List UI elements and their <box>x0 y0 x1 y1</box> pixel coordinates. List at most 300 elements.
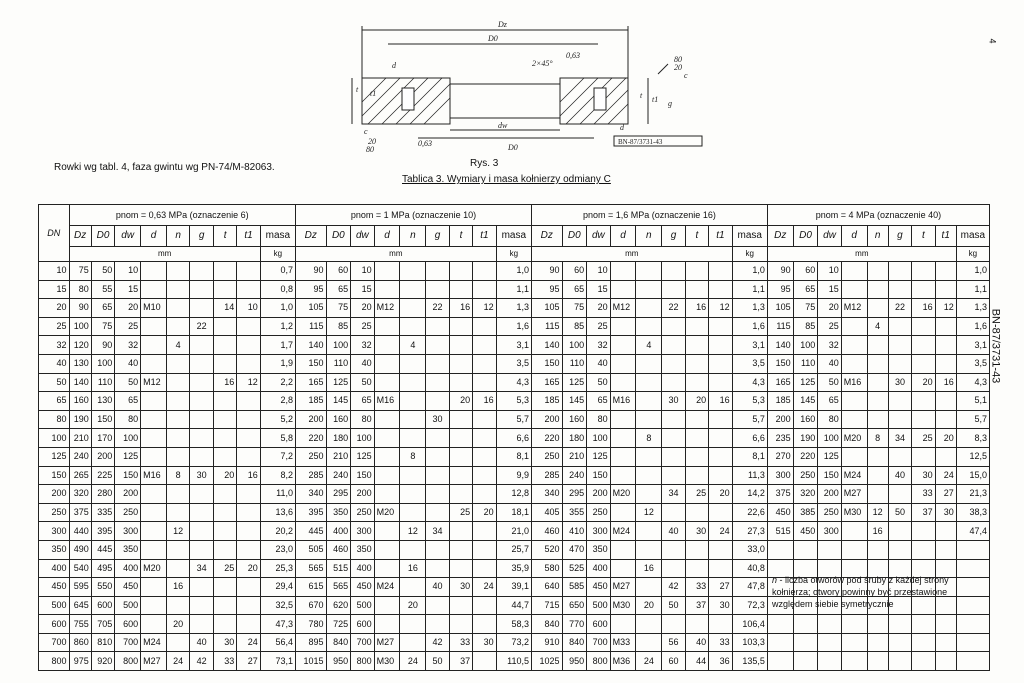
table-cell: 90 <box>91 336 114 355</box>
table-cell <box>867 336 888 355</box>
table-cell <box>709 466 732 485</box>
table-cell <box>400 373 426 392</box>
column-header: t <box>449 226 472 247</box>
dn-cell: 350 <box>39 540 70 559</box>
unit-mm: mm <box>69 247 260 262</box>
table-cell <box>636 280 662 299</box>
roughness-c: c <box>364 127 368 136</box>
table-cell: 95 <box>296 280 327 299</box>
table-cell: 36 <box>709 652 732 671</box>
table-cell <box>841 522 867 541</box>
table-cell: 20 <box>449 392 472 411</box>
table-cell <box>141 317 167 336</box>
table-cell <box>400 578 426 597</box>
table-cell: 185 <box>296 392 327 411</box>
table-cell: 9,9 <box>496 466 531 485</box>
table-cell <box>610 429 636 448</box>
table-cell <box>935 615 956 634</box>
table-cell <box>449 615 472 634</box>
table-cell: 270 <box>767 447 793 466</box>
table-cell <box>426 615 449 634</box>
table-cell: 1025 <box>531 652 562 671</box>
table-cell: 75 <box>69 262 91 281</box>
pressure-group-header: pnom = 4 MPa (oznaczenie 40) <box>767 205 989 226</box>
table-cell <box>141 410 167 429</box>
table-cell: 450 <box>767 503 793 522</box>
table-cell: 585 <box>562 578 587 597</box>
table-cell <box>141 354 167 373</box>
table-cell: 22 <box>888 299 911 318</box>
table-cell: 16 <box>709 392 732 411</box>
table-cell: 3,1 <box>496 336 531 355</box>
table-cell <box>374 280 400 299</box>
table-cell: 140 <box>69 373 91 392</box>
table-cell <box>426 392 449 411</box>
table-cell: 5,8 <box>260 429 295 448</box>
table-cell <box>685 615 708 634</box>
table-cell <box>610 615 636 634</box>
table-cell: 85 <box>793 317 818 336</box>
footnote <box>772 574 982 610</box>
table-cell: 145 <box>562 392 587 411</box>
table-cell <box>912 652 935 671</box>
table-cell <box>709 503 732 522</box>
table-cell: M33 <box>610 633 636 652</box>
table-cell: 3,5 <box>496 354 531 373</box>
table-row <box>39 354 990 373</box>
table-cell <box>190 280 213 299</box>
table-cell <box>610 410 636 429</box>
table-cell <box>685 503 708 522</box>
table-cell: 34 <box>426 522 449 541</box>
column-header: dw <box>818 226 841 247</box>
table-cell: 30 <box>449 578 472 597</box>
table-cell: 4 <box>166 336 189 355</box>
dim-t-right: t <box>640 91 643 100</box>
table-cell: 1,6 <box>496 317 531 336</box>
table-cell: 21,0 <box>496 522 531 541</box>
table-cell: 145 <box>793 392 818 411</box>
dim-chamfer: 2×45° <box>532 59 553 68</box>
table-cell: 12,5 <box>956 447 989 466</box>
table-cell: 40 <box>888 466 911 485</box>
table-cell: 225 <box>91 466 114 485</box>
table-cell <box>709 280 732 299</box>
table-cell <box>449 280 472 299</box>
table-cell <box>449 336 472 355</box>
table-cell <box>709 540 732 559</box>
table-cell: 80 <box>587 410 610 429</box>
table-cell: 400 <box>115 559 141 578</box>
table-cell <box>841 410 867 429</box>
column-header: D0 <box>793 226 818 247</box>
table-cell <box>662 317 685 336</box>
table-cell: 12 <box>636 503 662 522</box>
table-cell: 5,7 <box>732 410 767 429</box>
table-cell: 515 <box>326 559 351 578</box>
table-cell <box>935 410 956 429</box>
column-header: masa <box>732 226 767 247</box>
table-cell: 60 <box>562 262 587 281</box>
dim-dw: dw <box>498 121 508 130</box>
table-cell <box>426 596 449 615</box>
table-cell: 33 <box>912 485 935 504</box>
table-row <box>39 485 990 504</box>
column-header: t1 <box>709 226 732 247</box>
table-cell <box>662 354 685 373</box>
table-cell: 6,6 <box>496 429 531 448</box>
table-cell: 5,2 <box>260 410 295 429</box>
table-cell: 25 <box>912 429 935 448</box>
table-cell <box>374 373 400 392</box>
table-cell <box>610 540 636 559</box>
table-cell <box>793 652 818 671</box>
column-header: Dz <box>296 226 327 247</box>
table-cell: 37 <box>912 503 935 522</box>
table-cell <box>374 447 400 466</box>
table-cell <box>426 429 449 448</box>
table-cell <box>610 466 636 485</box>
table-cell <box>449 466 472 485</box>
table-cell: 47,3 <box>260 615 295 634</box>
table-cell: 4,3 <box>956 373 989 392</box>
table-cell <box>237 336 260 355</box>
table-cell: 50 <box>351 373 374 392</box>
table-cell: 180 <box>562 429 587 448</box>
note-symbol: n <box>772 575 778 585</box>
table-cell <box>956 615 989 634</box>
table-cell: 40 <box>685 633 708 652</box>
table-cell <box>888 522 911 541</box>
table-cell: 16 <box>166 578 189 597</box>
table-row <box>39 652 990 671</box>
table-row <box>39 466 990 485</box>
table-cell: 100 <box>91 354 114 373</box>
table-cell <box>141 578 167 597</box>
table-cell <box>709 262 732 281</box>
table-cell: 73,1 <box>260 652 295 671</box>
table-cell <box>426 317 449 336</box>
table-cell: 320 <box>69 485 91 504</box>
table-cell <box>888 317 911 336</box>
table-row <box>39 540 990 559</box>
table-cell: 12 <box>709 299 732 318</box>
table-cell <box>912 262 935 281</box>
table-cell: 8,2 <box>260 466 295 485</box>
table-cell <box>449 447 472 466</box>
table-cell: 33 <box>213 652 236 671</box>
table-cell <box>867 447 888 466</box>
dn-cell: 500 <box>39 596 70 615</box>
table-cell: 20 <box>709 485 732 504</box>
column-header: t1 <box>237 226 260 247</box>
table-cell <box>662 466 685 485</box>
table-cell: 405 <box>531 503 562 522</box>
table-cell <box>636 615 662 634</box>
table-cell <box>662 540 685 559</box>
table-cell: 525 <box>562 559 587 578</box>
table-cell: 42 <box>662 578 685 597</box>
table-cell: 10 <box>237 299 260 318</box>
table-cell: 295 <box>326 485 351 504</box>
table-cell: 39,1 <box>496 578 531 597</box>
table-cell: 40 <box>426 578 449 597</box>
table-cell: 150 <box>115 466 141 485</box>
table-cell: 285 <box>296 466 327 485</box>
table-cell: 800 <box>351 652 374 671</box>
table-cell <box>956 652 989 671</box>
table-cell <box>190 410 213 429</box>
table-cell: 55 <box>91 280 114 299</box>
table-cell: 470 <box>562 540 587 559</box>
table-cell <box>400 262 426 281</box>
table-cell: 21,3 <box>956 485 989 504</box>
dn-cell: 125 <box>39 447 70 466</box>
table-cell: 220 <box>793 447 818 466</box>
table-cell: 265 <box>69 466 91 485</box>
table-cell: 25 <box>587 317 610 336</box>
table-cell: 200 <box>767 410 793 429</box>
table-cell: 95 <box>767 280 793 299</box>
table-cell <box>636 578 662 597</box>
table-cell <box>685 559 708 578</box>
table-cell: 700 <box>587 633 610 652</box>
table-cell <box>888 392 911 411</box>
unit-mm: mm <box>296 247 497 262</box>
table-cell <box>610 262 636 281</box>
table-cell <box>213 280 236 299</box>
column-header: t1 <box>935 226 956 247</box>
table-cell: 10 <box>587 262 610 281</box>
table-cell: 220 <box>296 429 327 448</box>
table-cell: 130 <box>69 354 91 373</box>
table-cell: 50 <box>426 652 449 671</box>
table-cell <box>237 615 260 634</box>
table-cell <box>237 503 260 522</box>
table-cell: 160 <box>562 410 587 429</box>
column-header: Dz <box>767 226 793 247</box>
table-cell: 14 <box>213 299 236 318</box>
table-cell: 240 <box>326 466 351 485</box>
table-cell: 145 <box>326 392 351 411</box>
table-cell <box>912 633 935 652</box>
table-cell <box>190 578 213 597</box>
table-cell <box>912 522 935 541</box>
table-cell <box>818 615 841 634</box>
table-cell <box>867 262 888 281</box>
table-cell: 840 <box>531 615 562 634</box>
table-cell: 24 <box>237 633 260 652</box>
table-cell: 15 <box>587 280 610 299</box>
table-cell: 5,7 <box>956 410 989 429</box>
table-cell: M12 <box>610 299 636 318</box>
table-cell: 50 <box>818 373 841 392</box>
table-cell: M24 <box>141 633 167 652</box>
table-cell <box>190 540 213 559</box>
table-cell <box>935 652 956 671</box>
table-cell: 320 <box>793 485 818 504</box>
table-cell <box>709 336 732 355</box>
table-cell: 8 <box>166 466 189 485</box>
table-cell <box>867 633 888 652</box>
table-cell <box>374 336 400 355</box>
table-cell: 3,1 <box>956 336 989 355</box>
table-cell: 615 <box>296 578 327 597</box>
table-cell: 22,6 <box>732 503 767 522</box>
unit-mm: mm <box>531 247 732 262</box>
table-cell: 60 <box>326 262 351 281</box>
table-cell: 25,3 <box>260 559 295 578</box>
column-header: t1 <box>473 226 496 247</box>
table-cell: M27 <box>610 578 636 597</box>
table-cell: 755 <box>69 615 91 634</box>
table-cell <box>190 447 213 466</box>
table-cell <box>400 615 426 634</box>
table-cell <box>166 633 189 652</box>
table-cell <box>935 392 956 411</box>
table-cell <box>237 410 260 429</box>
table-cell <box>610 373 636 392</box>
table-cell: 450 <box>115 578 141 597</box>
table-cell: 715 <box>531 596 562 615</box>
roughness-80-top: 80 <box>674 55 682 64</box>
table-cell <box>237 354 260 373</box>
table-cell: 125 <box>351 447 374 466</box>
table-cell <box>662 336 685 355</box>
table-cell: 160 <box>69 392 91 411</box>
dn-cell: 600 <box>39 615 70 634</box>
table-cell: 3,1 <box>732 336 767 355</box>
table-cell: 150 <box>818 466 841 485</box>
table-cell: M20 <box>841 429 867 448</box>
table-cell: 12 <box>867 503 888 522</box>
table-cell <box>237 578 260 597</box>
table-cell <box>237 485 260 504</box>
table-cell: 620 <box>326 596 351 615</box>
table-cell: 295 <box>562 485 587 504</box>
table-cell <box>237 429 260 448</box>
table-cell <box>610 503 636 522</box>
table-cell <box>662 262 685 281</box>
table-cell <box>426 540 449 559</box>
table-cell: 100 <box>115 429 141 448</box>
table-cell: 24 <box>473 578 496 597</box>
table-cell: 4,3 <box>496 373 531 392</box>
dim-t1: t1 <box>370 89 377 98</box>
table-cell: 240 <box>69 447 91 466</box>
table-cell: 1,0 <box>260 299 295 318</box>
table-cell <box>473 540 496 559</box>
table-cell <box>374 262 400 281</box>
table-cell <box>213 429 236 448</box>
table-cell <box>841 354 867 373</box>
table-cell: 40 <box>115 354 141 373</box>
table-cell: M30 <box>610 596 636 615</box>
table-cell: 300 <box>351 522 374 541</box>
table-cell <box>709 354 732 373</box>
unit-kg: kg <box>260 247 295 262</box>
table-row <box>39 262 990 281</box>
table-cell: 12 <box>166 522 189 541</box>
table-cell <box>867 392 888 411</box>
table-cell <box>912 317 935 336</box>
table-cell: 705 <box>91 615 114 634</box>
table-cell <box>841 317 867 336</box>
table-cell <box>426 262 449 281</box>
table-cell: 90 <box>767 262 793 281</box>
table-cell <box>374 429 400 448</box>
table-cell: 505 <box>296 540 327 559</box>
table-cell: 30 <box>426 410 449 429</box>
table-cell: 1,1 <box>956 280 989 299</box>
table-cell <box>935 447 956 466</box>
table-cell: 8 <box>636 429 662 448</box>
table-cell: 35,9 <box>496 559 531 578</box>
table-cell <box>841 262 867 281</box>
column-header: g <box>426 226 449 247</box>
table-cell <box>841 652 867 671</box>
table-cell <box>213 578 236 597</box>
table-cell: 50 <box>662 596 685 615</box>
table-cell: 950 <box>562 652 587 671</box>
table-cell <box>636 633 662 652</box>
table-cell: 0,7 <box>260 262 295 281</box>
table-cell: 37 <box>449 652 472 671</box>
table-cell <box>400 410 426 429</box>
table-cell: 600 <box>91 596 114 615</box>
table-cell: M16 <box>610 392 636 411</box>
table-cell: 515 <box>767 522 793 541</box>
table-cell: 1,9 <box>260 354 295 373</box>
table-cell <box>636 466 662 485</box>
table-cell: 235 <box>767 429 793 448</box>
table-cell: M16 <box>141 466 167 485</box>
table-cell: 440 <box>69 522 91 541</box>
table-cell: 10 <box>351 262 374 281</box>
table-cell <box>400 429 426 448</box>
table-cell: 0,8 <box>260 280 295 299</box>
table-cell: 65 <box>91 299 114 318</box>
column-header: D0 <box>562 226 587 247</box>
table-cell: 1,0 <box>732 262 767 281</box>
table-cell: 65 <box>587 392 610 411</box>
table-cell: 125 <box>587 447 610 466</box>
dn-cell: 100 <box>39 429 70 448</box>
roughness-80: 80 <box>366 145 374 154</box>
table-cell <box>662 615 685 634</box>
table-cell <box>141 336 167 355</box>
table-cell: 125 <box>326 373 351 392</box>
table-cell: M12 <box>841 299 867 318</box>
table-cell: 30 <box>912 466 935 485</box>
table-cell: 165 <box>296 373 327 392</box>
table-cell <box>912 615 935 634</box>
table-cell: 25 <box>818 317 841 336</box>
table-cell: 5,3 <box>732 392 767 411</box>
table-cell <box>237 447 260 466</box>
table-cell: 200 <box>531 410 562 429</box>
table-cell <box>636 410 662 429</box>
table-cell <box>213 447 236 466</box>
table-cell <box>956 633 989 652</box>
table-cell <box>166 485 189 504</box>
table-cell: 100 <box>793 336 818 355</box>
table-cell: 25 <box>213 559 236 578</box>
table-cell: 5,3 <box>496 392 531 411</box>
table-row <box>39 373 990 392</box>
table-cell: 105 <box>296 299 327 318</box>
table-cell <box>610 559 636 578</box>
